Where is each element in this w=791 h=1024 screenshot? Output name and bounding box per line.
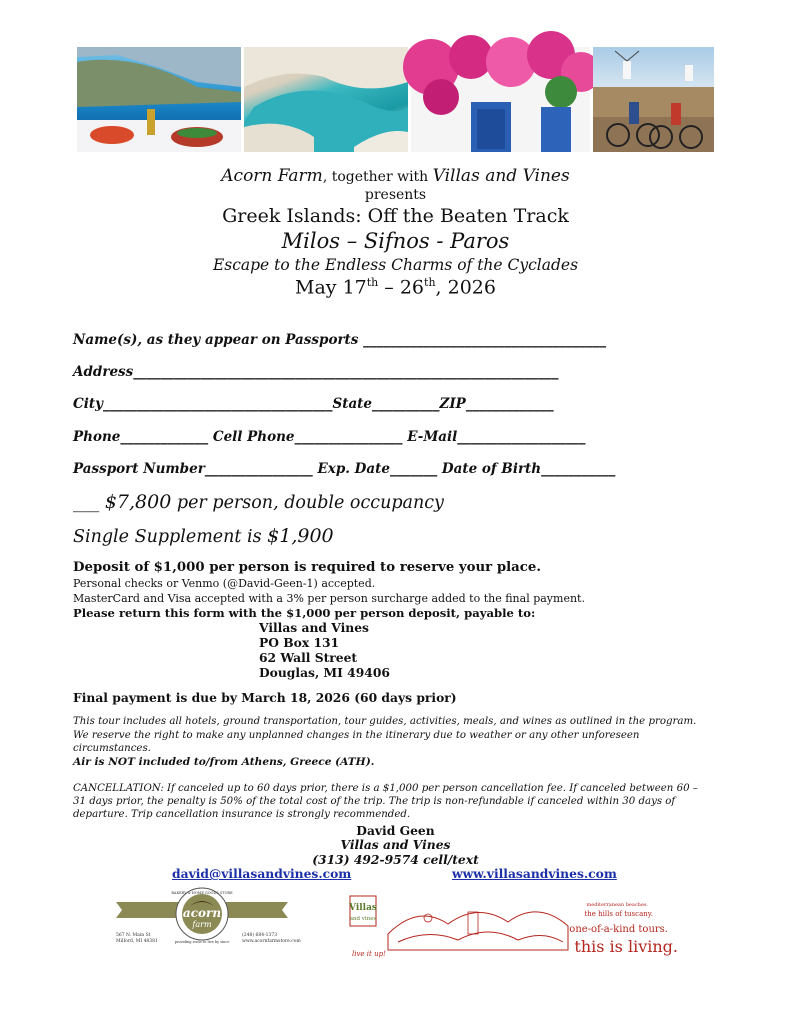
tagline-tours: one-of-a-kind tours. [569, 924, 668, 935]
website-link[interactable]: www.villasandvines.com [452, 866, 617, 881]
villas-wordmark: Villas [349, 903, 377, 913]
deposit-heading: Deposit of $1,000 per person is required to reserve your place. [73, 560, 541, 575]
acorn-arc-text-bottom: providing roots to live by since [174, 940, 230, 944]
mail-address-line: Villas and Vines [259, 620, 369, 635]
deposit-line-cards: MasterCard and Visa accepted with a 3% per person surcharge added to the final payment. [73, 592, 585, 605]
page-title: Greek Islands: Off the Beaten Track [222, 205, 569, 227]
cancellation-line: CANCELLATION: If canceled up to 60 days prior, there is a $1,000 per person cancellation fee. If canceled between 60 – [73, 783, 698, 794]
together-text: , together with [322, 169, 433, 185]
farm-wordmark: farm [192, 920, 212, 929]
contact-name: David Geen [356, 823, 435, 838]
org-villas-vines: Villas and Vines [432, 166, 570, 186]
presents-text: presents [364, 187, 427, 203]
sea-cliff-photo [77, 47, 241, 152]
deposit-line-checks: Personal checks or Venmo (@David-Geen-1) accepted. [73, 577, 376, 590]
acorn-web: www.acornfarmstore.com [242, 939, 301, 944]
cancellation-line: departure. Trip cancellation insurance is strongly recommended. [73, 809, 411, 820]
single-supplement: Single Supplement is $1,900 [73, 525, 334, 547]
tagline-tuscany: the hills of tuscany. [584, 910, 653, 918]
tagline-beaches: mediterranean beaches. [586, 902, 648, 908]
islands-subtitle: Milos – Sifnos - Paros [281, 229, 510, 253]
contact-company: Villas and Vines [340, 837, 451, 852]
email-link[interactable]: david@villasandvines.com [172, 866, 352, 881]
tagline-this-is-living: this is living. [574, 937, 678, 956]
deposit-line-return: Please return this form with the $1,000 per person deposit, payable to: [73, 606, 536, 620]
itinerary-change-note-end: circumstances. [73, 743, 151, 754]
bougainvillea-photo [411, 47, 590, 152]
tagline: Escape to the Endless Charms of the Cyclades [212, 256, 579, 274]
city-state-zip-field[interactable]: City__________________________________State__________ZIP_____________ [73, 396, 554, 412]
passport-names-field[interactable]: Name(s), as they appear on Passports ____________________________________ [73, 332, 607, 348]
cancellation-line: 31 days prior, the penalty is 50% of the total cost of the trip. The trip is non-refundable if canceled within 30 days of [73, 796, 676, 807]
price-double-occupancy: ___ $7,800 per person, double occupancy [73, 491, 444, 513]
villas-vines-logo [348, 894, 683, 962]
price-checkbox-blank[interactable]: ___ [73, 493, 105, 513]
itinerary-change-note: We reserve the right to make any unplanned changes in the itinerary due to weather or any other unforeseen [73, 730, 640, 741]
acorn-farm-logo [112, 888, 301, 958]
live-it-up-script: live it up! [352, 950, 386, 958]
acorn-arc-text: BAKERY & HOME GOODS STORE [171, 891, 233, 895]
contact-phone: (313) 492-9574 cell/text [312, 852, 479, 867]
rock-bay-photo [244, 47, 408, 152]
final-payment: Final payment is due by March 18, 2026 (60 days prior) [73, 690, 457, 705]
acorn-address-street: 567 N. Main St [116, 933, 151, 938]
presenters-line [0, 166, 791, 186]
acorn-wordmark: acorn [182, 906, 222, 920]
acorn-address-city: Milford, MI 48381 [116, 939, 158, 944]
mail-address-line: Douglas, MI 49406 [259, 665, 390, 680]
cyclists-windmill-photo [593, 47, 714, 152]
org-acorn-farm: Acorn Farm [221, 166, 323, 186]
mail-address-line: 62 Wall Street [259, 650, 358, 665]
tour-dates: May 17th – 26th, 2026 [295, 276, 496, 299]
air-not-included: Air is NOT included to/from Athens, Greece (ATH). [73, 756, 375, 768]
inclusions-note: This tour includes all hotels, ground transportation, tour guides, activities, meals, and wines as outlined in the program. [73, 716, 697, 727]
phone-email-field[interactable]: Phone_____________ Cell Phone________________ E-Mail___________________ [73, 429, 586, 445]
address-field[interactable]: Address_______________________________________________________________ [73, 364, 559, 380]
acorn-phone: (248) 684-1373 [242, 933, 278, 938]
mail-address-line: PO Box 131 [259, 635, 340, 650]
passport-details-field[interactable]: Passport Number________________ Exp. Date_______ Date of Birth___________ [73, 461, 616, 477]
and-vines-wordmark: and vines [349, 916, 377, 922]
